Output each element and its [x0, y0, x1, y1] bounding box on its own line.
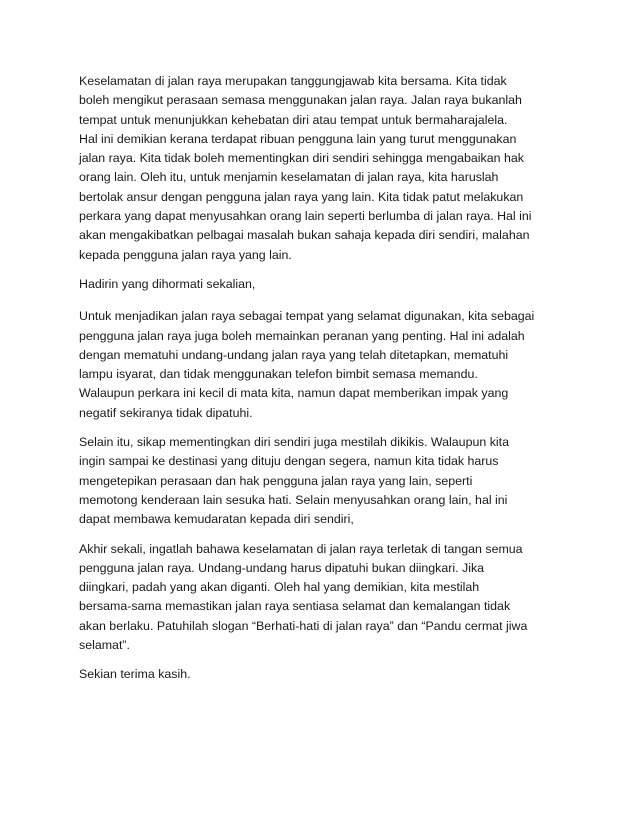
- paragraph-salutation: Hadirin yang dihormati sekalian,: [79, 276, 256, 291]
- paragraph-closing: Sekian terima kasih.: [79, 667, 191, 682]
- paragraph-selfishness: Selain itu, sikap mementingkan diri sendiri juga mestilah dikikis. Walaupun kita ingin sampai ke destinasi yang dituju dengan segera, namun kita tidak harus mengetepikan perasaan dan hak pengguna jalan raya yang lain, seperti memotong kenderaan lain sesuka hati. Selain menyusahkan orang lain, hal ini dapat membawa kemudaratan kepada diri sendiri,: [79, 435, 509, 527]
- paragraph-road-safety-intro: Keselamatan di jalan raya merupakan tanggungjawab kita bersama. Kita tidak boleh mengikut perasaan semasa menggunakan jalan raya. Jalan raya bukanlah tempat untuk menunjukkan kehebatan diri atau tempat untuk bermaharajalela. Hal ini demikian kerana terdapat ribuan pengguna lain yang turut menggunakan jalan raya. Kita tidak boleh mementingkan diri sendiri sehingga mengabaikan hak orang lain. Oleh itu, untuk menjamin keselamatan di jalan raya, kita haruslah bertolak ansur dengan pengguna jalan raya yang lain. Kita tidak patut melakukan perkara yang dapat menyusahkan orang lain seperti berlumba di jalan raya. Hal ini akan mengakibatkan pelbagai masalah bukan sahaja kepada diri sendiri, malahan kepada pengguna jalan raya yang lain.: [79, 74, 532, 262]
- paragraph-conclusion: Akhir sekali, ingatlah bahawa keselamatan di jalan raya terletak di tangan semua pengguna jalan raya. Undang-undang harus dipatuhi bukan diingkari. Jika diingkari, padah yang akan diganti. Oleh hal yang demikian, kita mestilah bersama-sama memastikan jalan raya sentiasa selamat dan kemalangan tidak akan berlaku. Patuhilah slogan “Berhati-hati di jalan raya” dan “Pandu cermat jiwa selamat”.: [79, 541, 528, 653]
- speech-body: [79, 72, 565, 698]
- paragraph-obey-laws: Untuk menjadikan jalan raya sebagai tempat yang selamat digunakan, kita sebagai pengguna jalan raya juga boleh memainkan peranan yang penting. Hal ini adalah dengan mematuhi undang-undang jalan raya yang telah ditetapkan, mematuhi lampu isyarat, dan tidak menggunakan telefon bimbit semasa memandu. Walaupun perkara ini kecil di mata kita, namun dapat memberikan impak yang negatif sekiranya tidak dipatuhi.: [79, 309, 535, 420]
